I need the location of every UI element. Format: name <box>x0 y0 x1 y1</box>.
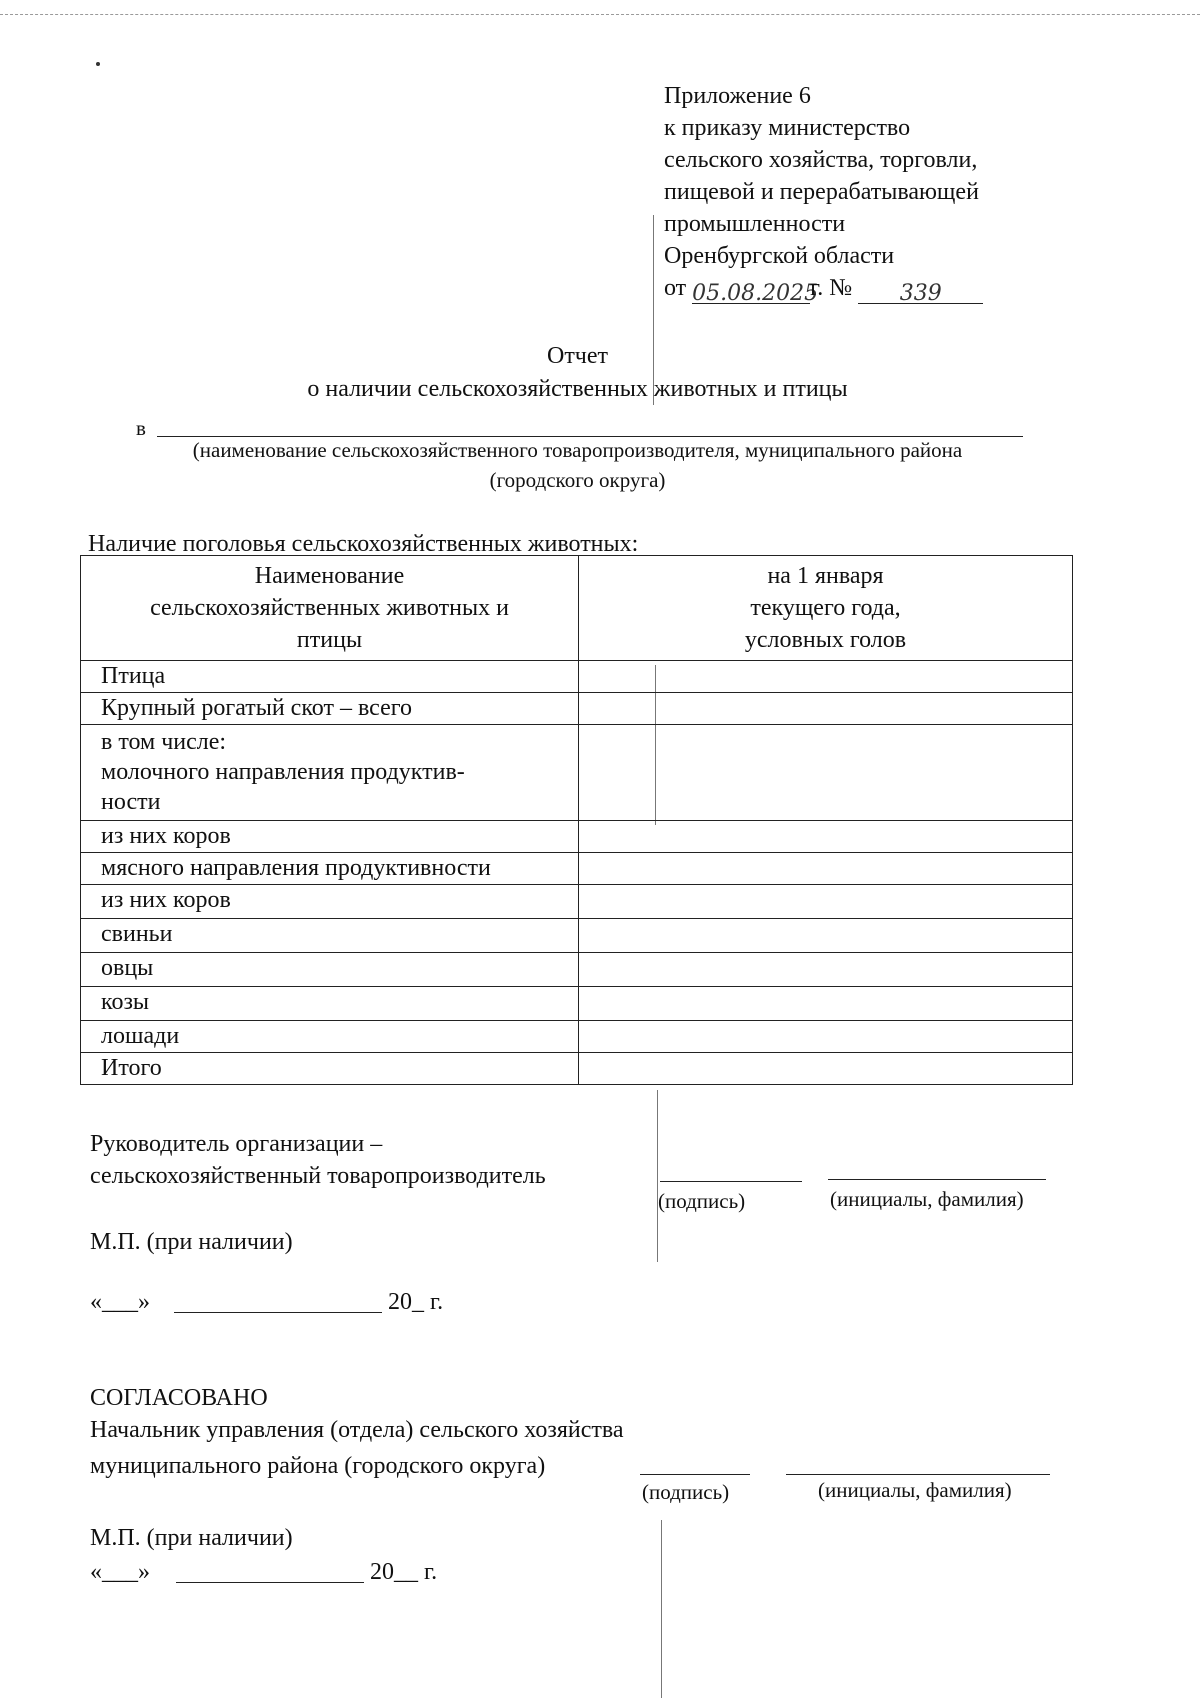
row-value-cell[interactable] <box>579 853 1073 885</box>
row-value-cell[interactable] <box>579 725 1073 821</box>
appendix-from-prefix: от <box>664 275 687 301</box>
appendix-date-handwritten: 05.08.2025 <box>692 281 819 306</box>
appendix-line: Оренбургской области <box>664 243 895 269</box>
header-text: Наименование <box>254 563 405 589</box>
row-label: козы <box>81 987 579 1021</box>
appendix-line: промышленности <box>664 211 846 237</box>
scan-speck <box>96 62 100 66</box>
approval-signature-field[interactable] <box>640 1474 750 1475</box>
table-caption: Наличие поголовья сельскохозяйственных животных: <box>88 531 639 557</box>
row-value-cell[interactable] <box>579 953 1073 987</box>
report-title: Отчет <box>546 343 609 369</box>
livestock-table <box>80 555 1073 1085</box>
header-count <box>579 556 1073 661</box>
head-name-field[interactable] <box>828 1179 1046 1180</box>
approval-date-year: 20__ г. <box>370 1559 438 1585</box>
report-in-prefix: в <box>136 416 146 440</box>
header-animal-name <box>81 556 579 661</box>
table-row <box>81 725 1073 821</box>
approval-name-hint: (инициалы, фамилия) <box>818 1478 1012 1502</box>
row-label: из них коров <box>81 885 579 919</box>
row-label: из них коров <box>81 821 579 853</box>
table-row <box>81 919 1073 953</box>
table-row <box>81 885 1073 919</box>
row-value-cell[interactable] <box>579 1021 1073 1053</box>
approval-name-field[interactable] <box>786 1474 1050 1475</box>
table-row <box>81 853 1073 885</box>
row-label: Крупный рогатый скот – всего <box>81 693 579 725</box>
appendix-number-field[interactable] <box>858 277 983 304</box>
approval-stamp: М.П. (при наличии) <box>90 1525 293 1551</box>
appendix-line: пищевой и перерабатывающей <box>664 179 979 205</box>
head-stamp: М.П. (при наличии) <box>90 1229 293 1255</box>
head-sign-hint: (подпись) <box>658 1189 746 1213</box>
head-date-month-field[interactable] <box>174 1312 382 1313</box>
head-title-line1: Руководитель организации – <box>90 1131 383 1157</box>
row-value-cell[interactable] <box>579 821 1073 853</box>
row-label: свиньи <box>81 919 579 953</box>
row-label: в том числе: молочного направления продуктив- ности <box>81 725 579 821</box>
table-header-row <box>81 556 1073 661</box>
header-text: птицы <box>296 627 363 653</box>
row-value-cell[interactable] <box>579 1053 1073 1085</box>
row-value-cell[interactable] <box>579 693 1073 725</box>
row-label: лошади <box>81 1021 579 1053</box>
approval-line2: муниципального района (городского округа) <box>90 1453 546 1479</box>
row-label: Итого <box>81 1053 579 1085</box>
header-text: текущего года, <box>750 595 901 621</box>
head-name-hint: (инициалы, фамилия) <box>830 1187 1024 1211</box>
header-text: на 1 января <box>767 563 884 589</box>
scan-edge-line <box>0 14 1200 15</box>
fold-line-signature <box>657 1090 658 1262</box>
appendix-line: к приказу министерство <box>664 115 911 141</box>
producer-name-hint: (наименование сельскохозяйственного товаропроизводителя, муниципального района <box>192 438 963 462</box>
row-value-cell[interactable] <box>579 987 1073 1021</box>
fold-line-bottom <box>661 1520 662 1698</box>
head-date-year: 20_ г. <box>388 1289 444 1315</box>
table-row <box>81 1053 1073 1085</box>
appendix-year-suffix: г. № <box>810 275 853 301</box>
table-row <box>81 661 1073 693</box>
row-label: Птица <box>81 661 579 693</box>
appendix-line: сельского хозяйства, торговли, <box>664 147 978 173</box>
row-value-cell[interactable] <box>579 885 1073 919</box>
table-row <box>81 953 1073 987</box>
header-text: сельскохозяйственных животных и <box>150 595 509 621</box>
table-row <box>81 821 1073 853</box>
header-text: условных голов <box>744 627 907 653</box>
row-value-cell[interactable] <box>579 919 1073 953</box>
row-label: овцы <box>81 953 579 987</box>
head-signature-field[interactable] <box>660 1181 802 1182</box>
approval-date-month-field[interactable] <box>176 1582 364 1583</box>
row-value-cell[interactable] <box>579 661 1073 693</box>
appendix-line: Приложение 6 <box>664 83 811 109</box>
approval-sign-hint: (подпись) <box>642 1480 730 1504</box>
producer-name-hint-2: (городского округа) <box>489 468 666 492</box>
report-subtitle: о наличии сельскохозяйственных животных и птицы <box>307 376 848 402</box>
table-row <box>81 693 1073 725</box>
row-label: мясного направления продуктивности <box>81 853 579 885</box>
appendix-number-handwritten: 339 <box>899 281 942 306</box>
head-date-day: «___» <box>90 1289 150 1315</box>
appendix-date-field[interactable] <box>692 277 819 306</box>
approval-line1: Начальник управления (отдела) сельского хозяйства <box>90 1417 624 1443</box>
appendix-date-row <box>664 272 983 304</box>
table-row <box>81 987 1073 1021</box>
table-row <box>81 1021 1073 1053</box>
approval-date-day: «___» <box>90 1559 150 1585</box>
appendix-block <box>664 80 983 304</box>
approval-title: СОГЛАСОВАНО <box>90 1385 268 1411</box>
head-title-line2: сельскохозяйственный товаропроизводитель <box>90 1163 546 1189</box>
